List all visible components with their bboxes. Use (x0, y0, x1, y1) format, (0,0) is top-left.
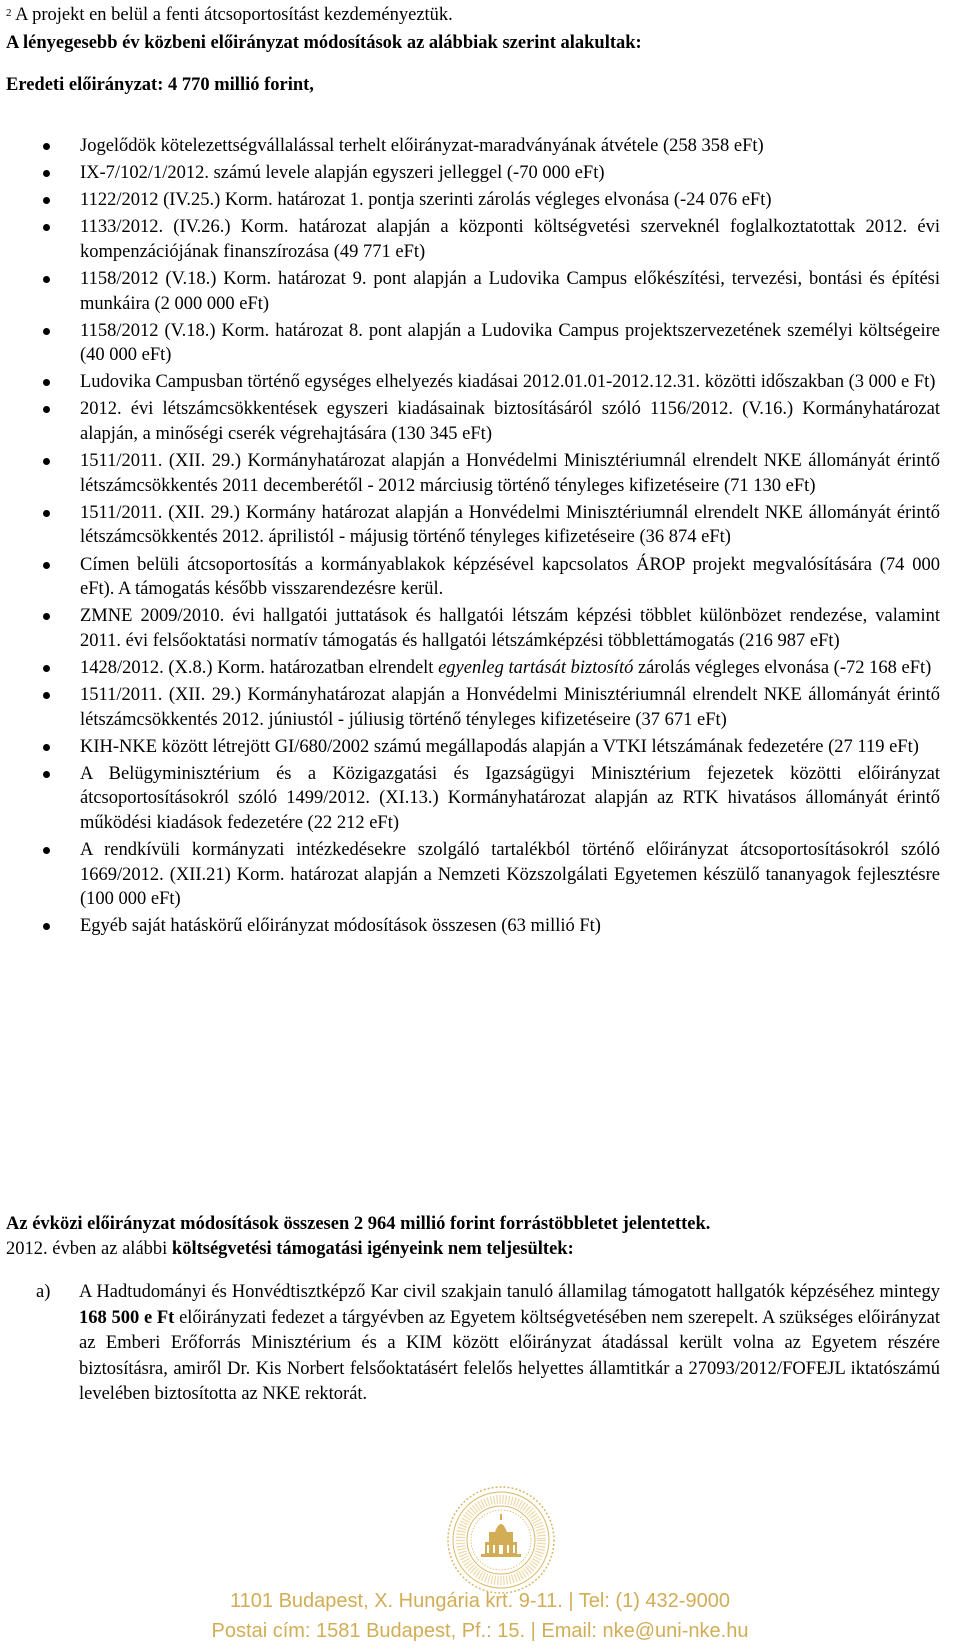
bullet-icon (43, 665, 50, 672)
summary-unmet-requests: 2012. évben az alábbi költségvetési támogatási igényeink nem teljesültek: (6, 1239, 574, 1259)
bullet-icon (43, 379, 50, 386)
modification-list (0, 134, 960, 941)
footnote-text: A projekt en belül a fenti átcsoportosítást kezdeményeztük. (15, 5, 453, 25)
list-item: 1122/2012 (IV.25.) Korm. határozat 1. pontja szerinti zárolás végleges elvonása (-24 076 eFt) (0, 188, 940, 213)
university-seal-icon (445, 1484, 557, 1596)
bullet-icon (43, 170, 50, 177)
bullet-icon (43, 510, 50, 517)
list-item: 1511/2011. (XII. 29.) Kormányhatározat alapján a Honvédelmi Minisztériumnál elrendelt NKE állományát érintő létszámcsökkentés 2012. júniustól - júliusig történő tényleges kifizetéseire (37 671 eFt) (0, 683, 940, 732)
section-heading: A lényegesebb év közbeni előirányzat módosítások az alábbiak szerint alakultak: (6, 33, 642, 53)
list-item: 1428/2012. (X.8.) Korm. határozatban elrendelt egyenleg tartását biztosító zárolás végleges elvonása (-72 168 eFt) (0, 656, 940, 681)
bullet-icon (43, 771, 50, 778)
list-item: 1511/2011. (XII. 29.) Kormány határozat alapján a Honvédelmi Minisztériumnál elrendelt NKE állományát érintő létszámcsökkentés 2012. áprilistól - májusig történő tényleges kifizetéseire (36 874 eFt) (0, 501, 940, 550)
original-budget-heading: Eredeti előirányzat: 4 770 millió forint, (6, 75, 314, 95)
list-item: KIH-NKE között létrejött GI/680/2002 számú megállapodás alapján a VTKI létszámának fedezetére (27 119 eFt) (0, 735, 940, 760)
bullet-icon (43, 276, 50, 283)
bullet-icon (43, 143, 50, 150)
lettered-item-a (36, 1280, 940, 1408)
list-item: IX-7/102/1/2012. számú levele alapján egyszeri jelleggel (-70 000 eFt) (0, 161, 940, 186)
list-item: 1158/2012 (V.18.) Korm. határozat 9. pont alapján a Ludovika Campus előkészítési, tervezési, bontási és építési munkáira (2 000 000 eFt) (0, 267, 940, 316)
list-item: Egyéb saját hatáskörű előirányzat módosítások összesen (63 millió Ft) (0, 914, 940, 939)
bullet-icon (43, 458, 50, 465)
list-item: 2012. évi létszámcsökkentések egyszeri kiadásainak biztosításáról szóló 1156/2012. (V.16.) Kormányhatározat alapján, a minőségi cserék végrehajtására (130 345 eFt) (0, 397, 940, 446)
bullet-icon (43, 847, 50, 854)
bullet-icon (43, 923, 50, 930)
footnote (6, 2, 453, 28)
list-item: A Belügyminisztérium és a Közigazgatási és Igazságügyi Minisztérium fejezetek közötti előirányzat átcsoportosításokról szóló 1499/2012. (XI.13.) Kormányhatározat alapján az RTK hivatásos állományát érintő működési kiadások fedezetére (22 212 eFt) (0, 762, 940, 836)
summary-total: Az évközi előirányzat módosítások összesen 2 964 millió forint forrástöbbletet jelentettek. (6, 1214, 711, 1234)
bullet-icon (43, 692, 50, 699)
list-item: Címen belüli átcsoportosítás a kormányablakok képzésével kapcsolatos ÁROP projekt megvalósítására (74 000 eFt). A támogatás később visszarendezésre kerül. (0, 553, 940, 602)
amount-bold: 168 500 e Ft (79, 1307, 175, 1328)
list-item: Ludovika Campusban történő egységes elhelyezés kiadásai 2012.01.01-2012.12.31. közötti időszakban (3 000 e Ft) (0, 370, 940, 395)
list-item: Jogelődök kötelezettségvállalással terhelt előirányzat-maradványának átvétele (258 358 eFt) (0, 134, 940, 159)
list-item: ZMNE 2009/2010. évi hallgatói juttatások és hallgatói létszám képzési többlet különbözet rendezése, valamint 2011. évi felsőoktatási normatív támogatás és hallgatói létszámképzési többlettámogatás (216 987 eFt) (0, 604, 940, 653)
bullet-icon (43, 197, 50, 204)
summary-paragraph (6, 1212, 946, 1262)
list-item: 1133/2012. (IV.26.) Korm. határozat alapján a központi költségvetési szerveknél foglalkoztatottak 2012. évi kompenzációjának finanszírozása (49 771 eFt) (0, 215, 940, 264)
bullet-icon (43, 562, 50, 569)
bullet-icon (43, 406, 50, 413)
list-item: A rendkívüli kormányzati intézkedésekre szolgáló tartalékból történő előirányzat átcsoportosításokról szóló 1669/2012. (XII.21) Korm. határozat alapján a Nemzeti Közszolgálati Egyetemen készülő tananyagok fejlesztésre (100 000 eFt) (0, 838, 940, 912)
item-text: A Hadtudományi és Honvédtisztképző Kar civil szakjain tanuló államilag támogatott hallgatók képzéséhez mintegy 168 500 e Ft előirányzati fedezet a tárgyévben az Egyetem költségvetésében nem szerepelt. A szükséges előirányzat az Emberi Erőforrás Minisztérium és a KIM között előirányzat átadással került volna az Egyetem részére biztosításra, amiről Dr. Kis Norbert felsőoktatásért felelős helyettes államtitkár a 27093/2012/FOFEJL iktatószámú levelében biztosította az NKE rektorát. (79, 1282, 940, 1405)
list-item: 1158/2012 (V.18.) Korm. határozat 8. pont alapján a Ludovika Campus projektszervezetének személyi költségeire (40 000 eFt) (0, 319, 940, 368)
bullet-icon (43, 328, 50, 335)
footnote-number: 2 (6, 7, 12, 19)
bullet-icon (43, 744, 50, 751)
bullet-icon (43, 224, 50, 231)
footer-contact: Postai cím: 1581 Budapest, Pf.: 15. | Email: nke@uni-nke.hu (211, 1620, 749, 1642)
footer-address: 1101 Budapest, X. Hungária krt. 9-11. | Tel: (1) 432-9000 (230, 1590, 730, 1612)
list-item: 1511/2011. (XII. 29.) Kormányhatározat alapján a Honvédelmi Minisztériumnál elrendelt NKE állományát érintő létszámcsökkentés 2011 decemberétől - 2012 márciusig történő tényleges kifizetéseire (71 130 eFt) (0, 449, 940, 498)
bullet-icon (43, 613, 50, 620)
italic-phrase: egyenleg tartását biztosító (438, 657, 634, 678)
item-label: a) (36, 1282, 51, 1302)
